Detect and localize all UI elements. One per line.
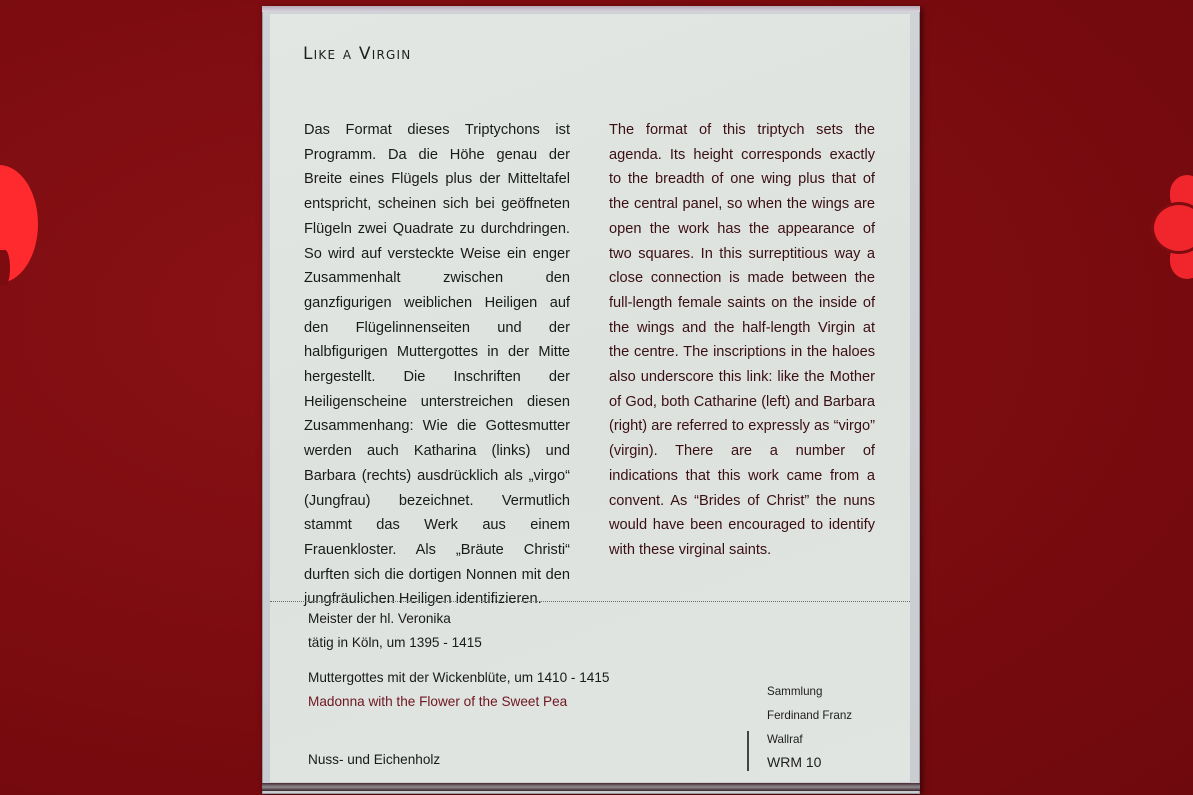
sleeve-top-edge	[262, 6, 920, 12]
work-title-german: Muttergottes mit der Wickenblüte, um 1410 - 1415	[308, 670, 610, 685]
museum-label-card	[270, 14, 910, 782]
inventory-number: WRM 10	[767, 754, 822, 770]
wall-ornament-left-notch	[0, 250, 10, 286]
material: Nuss- und Eichenholz	[308, 752, 441, 767]
german-description: Das Format dieses Triptychons ist Programm. Da die Höhe genau der Breite eines Flügels plus der Mitteltafel entspricht, scheinen sich bei geöffneten Flügeln zwei Quadrate zu durchdringen. So wird auf versteckte Weise ein enger Zusammenhalt zwischen den ganzfigurigen weiblichen Heiligen auf den Flügelinnenseiten und der halbfigurigen Muttergottes in der Mitte hergestellt. Die Inschriften der Heiligenscheine unterstreichen diesen Zusammenhang: Wie die Gottesmutter werden auch Katharina (links) und Barbara (rechts) ausdrücklich als „virgo“ (Jungfrau) bezeichnet. Vermutlich stammt das Werk aus einem Frauenkloster. Als „Bräute Christi“ durften sich die dortigen Nonnen mit den jungfräulichen Heiligen identifizieren.	[304, 122, 570, 608]
english-description: The format of this triptych sets the agenda. Its height corresponds exactly to the breadth of one wing plus that of the central panel, so when the wings are open the work has the appearance of two squares. In this surreptitious way a close connection is made between the full-length female saints on the inside of the wings and the half-length Virgin at the centre. The inscriptions in the haloes also underscore this link: like the Mother of God, both Catharine (left) and Barbara (right) are referred to expressly as “virgo” (virgin). There are a number of indications that this work came from a convent. As “Brides of Christ” the nuns would have been encouraged to identify with these virginal saints.	[609, 122, 875, 558]
collection-line-3: Wallraf	[767, 733, 803, 746]
artist-name: Meister der hl. Veronika	[308, 611, 451, 626]
flower-center	[1154, 205, 1193, 251]
collection-line-2: Ferdinand Franz	[767, 709, 853, 722]
sleeve-bottom-edge	[262, 783, 920, 791]
wall-ornament-right-flower	[1150, 175, 1193, 285]
artist-activity: tätig in Köln, um 1395 - 1415	[308, 635, 482, 650]
work-title-english: Madonna with the Flower of the Sweet Pea	[308, 694, 568, 709]
collection-line-1: Sammlung	[767, 685, 823, 698]
dotted-divider	[270, 601, 910, 602]
label-title: Like a Virgin	[303, 44, 412, 64]
collection-vertical-rule	[747, 731, 749, 771]
